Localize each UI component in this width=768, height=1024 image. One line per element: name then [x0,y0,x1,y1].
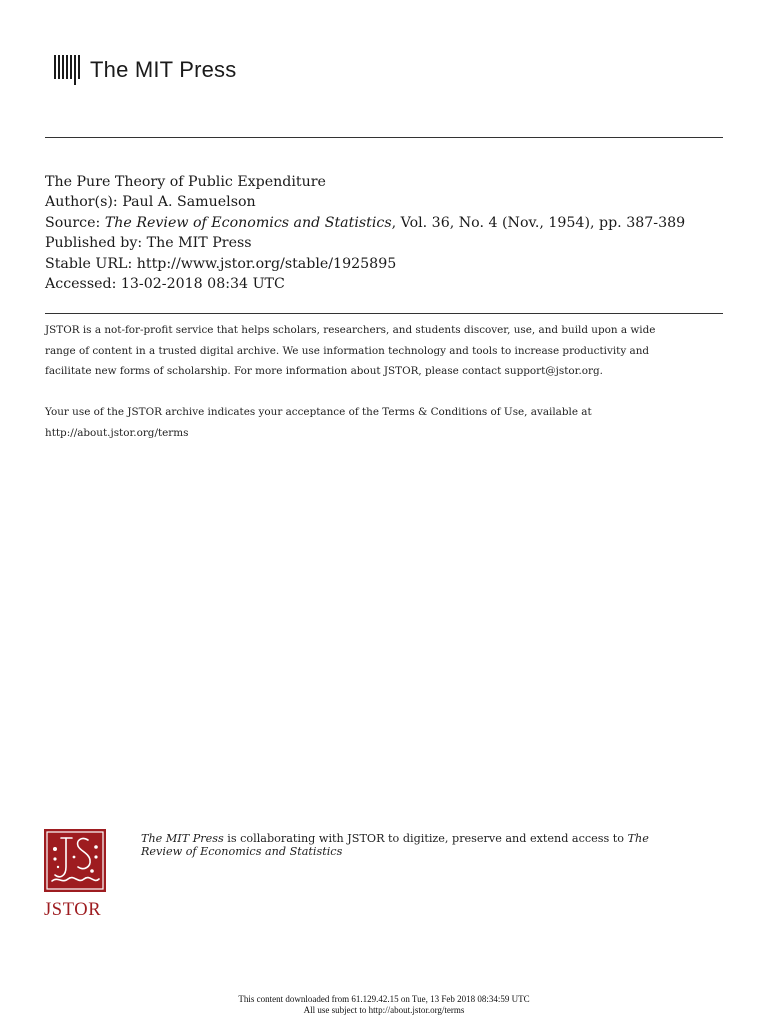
usage-terms: All use subject to http://about.jstor.org/terms [303,1004,465,1015]
collaboration-publisher: The MIT Press [141,832,224,845]
collaboration-journal-start: The [627,832,649,845]
collaboration-line [141,832,649,845]
collaboration-journal-end: Review of Economics and Statistics [141,845,343,859]
published-value: The MIT Press [146,235,252,252]
divider-top [45,137,723,138]
source-details: , Vol. 36, No. 4 (Nov., 1954), pp. 387-389 [391,214,686,231]
jstor-wordmark: JSTOR [44,900,102,920]
stable-url-line [45,254,685,274]
publisher-bars-icon [54,55,82,85]
jstor-emblem-icon [44,829,106,892]
notice-line: facilitate new forms of scholarship. For more information about JSTOR, please contact support@jstor.org. [45,365,603,378]
source-line [45,213,685,233]
collaboration-statement [141,832,649,859]
notice-line: Your use of the JSTOR archive indicates your acceptance of the Terms & Conditions of Use, available at [45,406,592,418]
collaboration-line [141,845,649,858]
authors-value: Paul A. Samuelson [122,194,256,211]
published-line [45,233,685,253]
publisher-name: The MIT Press [90,57,237,82]
notice-line: JSTOR is a not-for-profit service that helps scholars, researchers, and students discover, use, and build upon a wide [45,324,656,336]
accessed-line [45,274,685,294]
publisher-logo [54,52,236,88]
published-label: Published by: [45,235,147,252]
source-journal: The Review of Economics and Statistics [104,214,392,231]
stable-url-label: Stable URL: [45,255,137,272]
accessed-label: Accessed: [45,276,121,293]
notice-line: range of content in a trusted digital archive. We use information technology and tools to increase productivity and [45,344,650,357]
authors-label: Author(s): [45,194,123,211]
accessed-value: 13-02-2018 08:34 UTC [120,276,285,293]
stable-url-link[interactable]: http://www.jstor.org/stable/1925895 [136,255,397,272]
citation-block [45,172,685,294]
authors-line [45,192,685,212]
divider-middle [45,313,723,314]
collaboration-text: is collaborating with JSTOR to digitize, preserve and extend access to [223,832,628,845]
jstor-about-notice [45,320,725,382]
source-label: Source: [45,214,105,231]
article-title: The Pure Theory of Public Expenditure [45,174,326,190]
download-info: This content downloaded from 61.129.42.15 on Tue, 13 Feb 2018 08:34:59 UTC [238,994,530,1004]
download-footer [0,994,768,1016]
terms-notice [45,402,725,443]
terms-link[interactable]: http://about.jstor.org/terms [45,426,189,439]
jstor-logo [44,829,108,921]
